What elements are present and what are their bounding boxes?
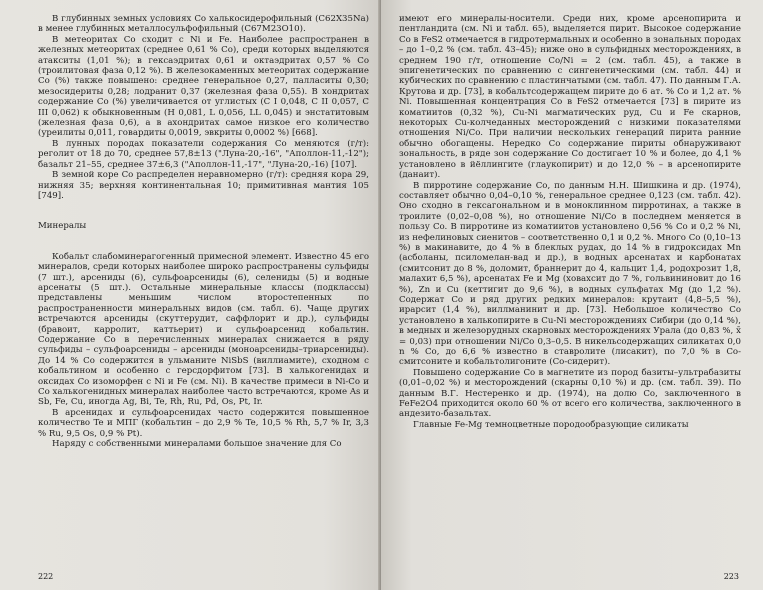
section-heading: Минералы [38, 221, 87, 232]
left-page [0, 0, 381, 590]
paragraph: Главные Fe-Mg темноцветные породообразующие силикаты [413, 419, 689, 430]
paragraph: В арсенидах и сульфоарсенидах часто содержится повышенное количество Te и МПГ (кобальтин – до 2,9 % Te, 10,5 % Rh, 5,7 % Ir, 3,3 % Ru, 9,5 Os, 0,9 % Pt). [38, 407, 369, 439]
paragraph: имеют его минералы-носители. Среди них, кроме арсенопирита и пентландита (см. Ni и табл. 65), выделяется пирит. Высокое содержание Co в FeS2 отмечается в гидротермальных и особенно в зональных породах – до 1–0,2 % (см. табл. 43–45); ниже оно в сульфидных месторождениях, в среднем 190 г/т, отношение Co/Ni = 2 (см. табл. 45), а также в эпигенетических по сравнению с сингенетическими (см. табл. 44) и кубических по сравнению с пластинчатыми (см. табл. 47). По данным Г.А. Крутова и др. [73], в кобальтсодержащем пирите до 6 ат. % Co и 1,2 ат. % Ni. Повышенная концентрация Co в FeS2 отмечается [73] в пирите из коматиитов (0,32 %), Cu-Ni магматических руд, Cu и Fe скарнов, некоторых Cu-колчеданных месторождений с низкими показателями отношения Ni/Co. При наличии нескольких генераций пирита ранние обычно обогащены. Нередко Co содержание пириты обнаруживают зональность, в ряде зон содержание Co достигает 10 % и более, до 4,1 % установлено в йёллингите (глаукопирит) и до 12,0 % – в арсенопирите (данаит). [399, 14, 741, 181]
right-page [381, 0, 763, 590]
paragraph: В пирротине содержание Co, по данным Н.Н. Шишкина и др. (1974), составляет обычно 0,04–0,10 %, генеральное среднее 0,123 (см. табл. 42). Оно сходно в гексагональном и в моноклинном пирротинах, а также в троилите (0,02–0,08 %), но отношение Ni/Co в последнем меняется в пользу Co. В пирротине из коматиитов установлено 0,56 % Co и 0,2 % Ni, из нефелиновых сиенитов – соответственно 0,1 и 0,2 %. Много Co (0,10–13 %) в макинавите, до 4 % в блеклых рудах, до 14 % в гидроксидах Mn (асболаны, псиломелан-вад и др.), в водных арсенатах и карбонатах (смитсонит до 8 %, доломит, браннерит до 4, кальцит 1,4, родохрозит 1,8, малахит 6,5 %), арсенатах Fe и Mg (ховахсит до 7 %, гольвининовит до 16 %), Zn и Cu (кеттигит до 9,6 %), в водных сульфатах Mg (до 1,2 %). Содержат Co и ряд других редких минералов: крутаит (4,8–5,5 %), ирарсит (1,4 %), виллманинит и др. [73]. Небольшое количество Co установлено в халькопирите в Cu-Ni месторождениях Сибири (до 0,14 %), в медных и железорудных скарновых месторождениях Урала (до 0,83 %, x̄ = 0,03) при отношении Ni/Co 0,3–0,5. В никельсодержащих силикатах 0,0 n % Co, до 6,6 % известно в ставролите (лисакит), по 7,0 % в Co-смитсоните и кобальтолигоните (Co-сидерит). [399, 180, 741, 368]
paragraph: В земной коре Co распределен неравномерно (г/т): средняя кора 29, нижняя 35; верхняя континентальная 10; примитивная мантия 105 [749]. [38, 170, 369, 201]
paragraph: Повышено содержание Co в магнетите из пород базиты–ультрабазиты (0,01–0,02 %) и месторождений (скарны 0,10 %) и др. (см. табл. 39). По данным В.Г. Нестеренко и др. (1974), на долю Co, заключенного в FeFe2O4 приходится около 60 % от всего его количества, заключенного в андезито-базальтах. [399, 367, 741, 420]
page-number: 222 [38, 571, 54, 581]
paragraph: Наряду с собственными минералами большое значение для Co [52, 439, 342, 450]
paragraph: В метеоритах Co сходит с Ni и Fe. Наиболее распространен в железных метеоритах (среднее 0,61 % Co), среди которых выделяются атакситы (1,01 %); в гексаэдритах 0,61 и октаэдритах 0,57 % Co (троилитовая фаза 0,12 %). В железокаменных метеоритах содержание Co (%) также повышено: среднее генеральное 0,27, палласиты 0,30; мезосидериты 0,28; лодранит 0,37 (железная фаза 0,55). В хондритах содержание Co (%) увеличивается от углистых (C I 0,048, C II 0,057, C III 0,062) к обыкновенным (H 0,081, L 0,056, LL 0,045) и энстатитовым (железная фаза 0,6), а в ахондритах самое низкое его количество (уреилиты 0,011, говардиты 0,0019, эвкриты 0,0002 %) [668]. [38, 34, 369, 139]
paragraph: Кобальт слабоминерагогенный примесной элемент. Известно 45 его минералов, среди которых наиболее широко распространены сульфиды (7 шт.), арсениды (6), сульфоарсениды (6), селениды (5) и водные арсенаты (5 шт.). Остальные минеральные классы (подклассы) представлены меньшим числом второстепенных по распространенности минеральных видов (см. табл. 6). Чаще других встречаются арсениды (скуттерудит, саффлорит и др.), сульфиды (бравоит, карролит, каттьерит) и сульфоарсенид кобальтин. Содержание Co в перечисленных минералах снижается в ряду сульфиды – сульфоарсениды – арсениды (моноарсениды–триарсениды). До 14 % Co содержится в ульманите NiSbS (виллиамите), сходном с кобальтином и особенно с герсдорфитом [73]. В халькогенидах и оксидах Co изоморфен с Ni и Fe (см. Ni). В качестве примеси в Ni-Co и Co халькогенидных минералах наиболее часто встречаются, кроме As и Sb, Fe, Cu, иногда Ag, Bi, Te, Rh, Ru, Pd, Os, Pt, Ir. [38, 251, 369, 408]
page-number: 223 [723, 571, 739, 581]
paragraph: В глубинных земных условиях Co халькосидерофильный (C62X35Na) в менее глубинных металлосульфофильный (C67M23O10). [38, 14, 369, 35]
paragraph: В лунных породах показатели содержания Co меняются (г/т): реголит от 18 до 70, среднее 57,8±13 ("Луна-20,-16", "Аполлон-11,-12"); базальт 21–55, среднее 37±6,3 ("Аполлон-11,-17", "Луна-20,-16) [107]. [38, 138, 369, 170]
